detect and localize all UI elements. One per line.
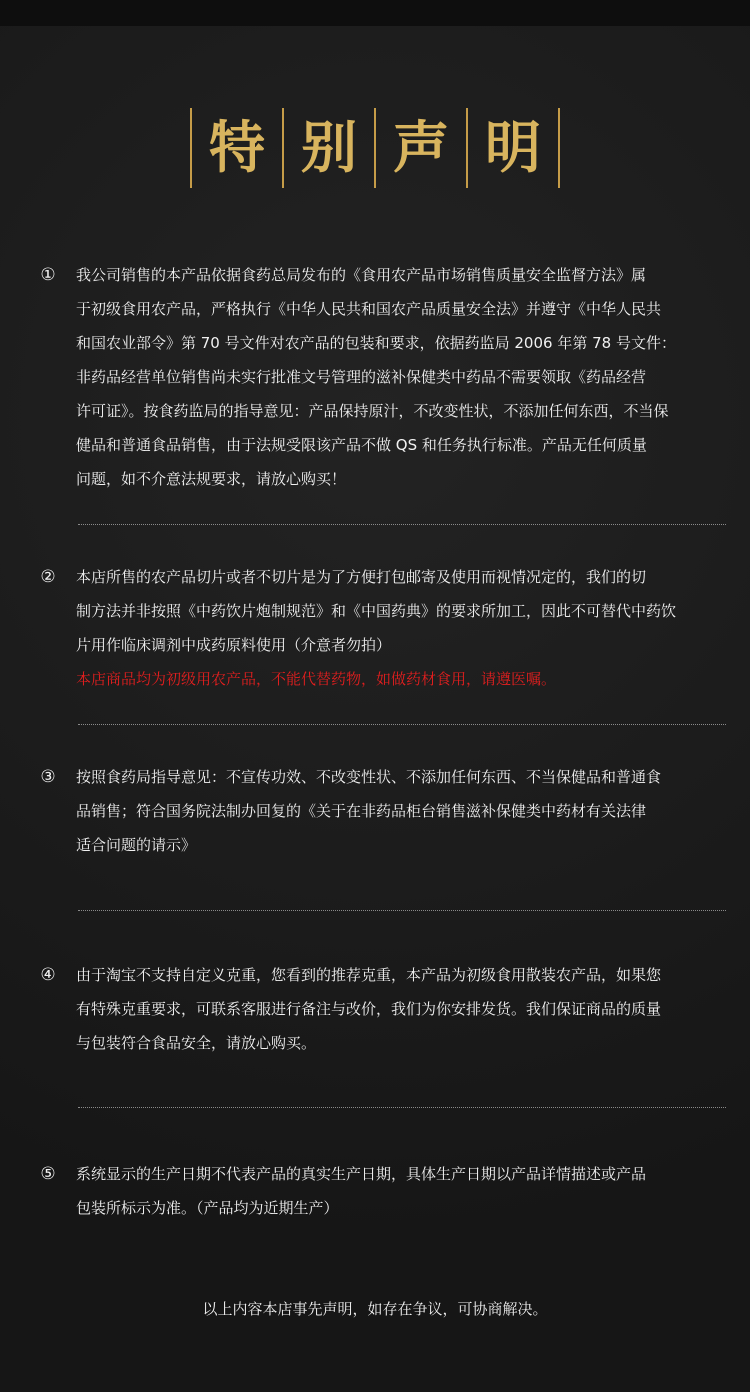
- text-line: 品销售；符合国务院法制办回复的《关于在非药品柜台销售滋补保健类中药材有关法律: [76, 802, 647, 820]
- text-line: 适合问题的请示》: [76, 836, 197, 854]
- section-text: [76, 560, 726, 696]
- section-number: ①: [40, 265, 56, 285]
- text-line: 按照食药局指导意见：不宣传功效、不改变性状、不添加任何东西、不当保健品和普通食: [76, 768, 662, 786]
- text-line: 本店所售的农产品切片或者不切片是为了方便打包邮寄及使用而视情况定的，我们的切: [76, 568, 647, 586]
- text-line: 问题，如不介意法规要求，请放心购买！: [76, 470, 347, 488]
- page-title: [0, 108, 750, 188]
- dotted-divider: [78, 524, 726, 525]
- text-line: 系统显示的生产日期不代表产品的真实生产日期，具体生产日期以产品详情描述或产品: [76, 1165, 647, 1183]
- section-number: ⑤: [40, 1164, 56, 1184]
- top-band: [0, 0, 750, 26]
- dotted-divider: [78, 1107, 726, 1108]
- title-char: 声: [393, 115, 449, 181]
- text-line: 与包装符合食品安全，请放心购买。: [76, 1034, 317, 1052]
- title-char: 别: [301, 115, 357, 181]
- text-line: 片用作临床调剂中成药原料使用（介意者勿拍）: [76, 636, 392, 654]
- dotted-divider: [78, 724, 726, 725]
- text-line: 制方法并非按照《中药饮片炮制规范》和《中国药典》的要求所加工，因此不可替代中药饮: [76, 602, 677, 620]
- section-text: [76, 1157, 726, 1225]
- text-line: 有特殊克重要求，可联系客服进行备注与改价，我们为你安排发货。我们保证商品的质量: [76, 1000, 662, 1018]
- footer-note: 以上内容本店事先声明，如存在争议，可协商解决。: [202, 1300, 548, 1318]
- section-number: ②: [40, 567, 56, 587]
- section-text: [76, 258, 726, 496]
- title-char: 特: [209, 115, 265, 181]
- dotted-divider: [78, 910, 726, 911]
- text-line: 和国农业部令》第 70 号文件对农产品的包装和要求，依据药监局 2006 年第 78 号文件：: [76, 334, 676, 352]
- text-line: 我公司销售的本产品依据食药总局发布的《食用农产品市场销售质量安全监督方法》属: [76, 266, 647, 284]
- text-line: 包装所标示为准。（产品均为近期生产）: [76, 1199, 339, 1217]
- section-text: [76, 958, 726, 1060]
- text-line: 非药品经营单位销售尚未实行批准文号管理的滋补保健类中药品不需要领取《药品经营: [76, 368, 647, 386]
- section-text: [76, 760, 726, 862]
- text-line: 健品和普通食品销售，由于法规受限该产品不做 QS 和任务执行标准。产品无任何质量: [76, 436, 647, 454]
- section-number: ④: [40, 965, 56, 985]
- text-line: 于初级食用农产品，严格执行《中华人民共和国农产品质量安全法》并遵守《中华人民共: [76, 300, 662, 318]
- title-char: 明: [485, 115, 541, 181]
- text-line: 由于淘宝不支持自定义克重，您看到的推荐克重，本产品为初级食用散装农产品，如果您: [76, 966, 662, 984]
- text-line: 许可证》。按食药监局的指导意见：产品保持原汁，不改变性状，不添加任何东西，不当保: [76, 402, 669, 420]
- section-number: ③: [40, 767, 56, 787]
- title-divider: [558, 108, 560, 188]
- warning-text: 本店商品均为初级用农产品，不能代替药物，如做药材食用，请遵医嘱。: [76, 670, 557, 688]
